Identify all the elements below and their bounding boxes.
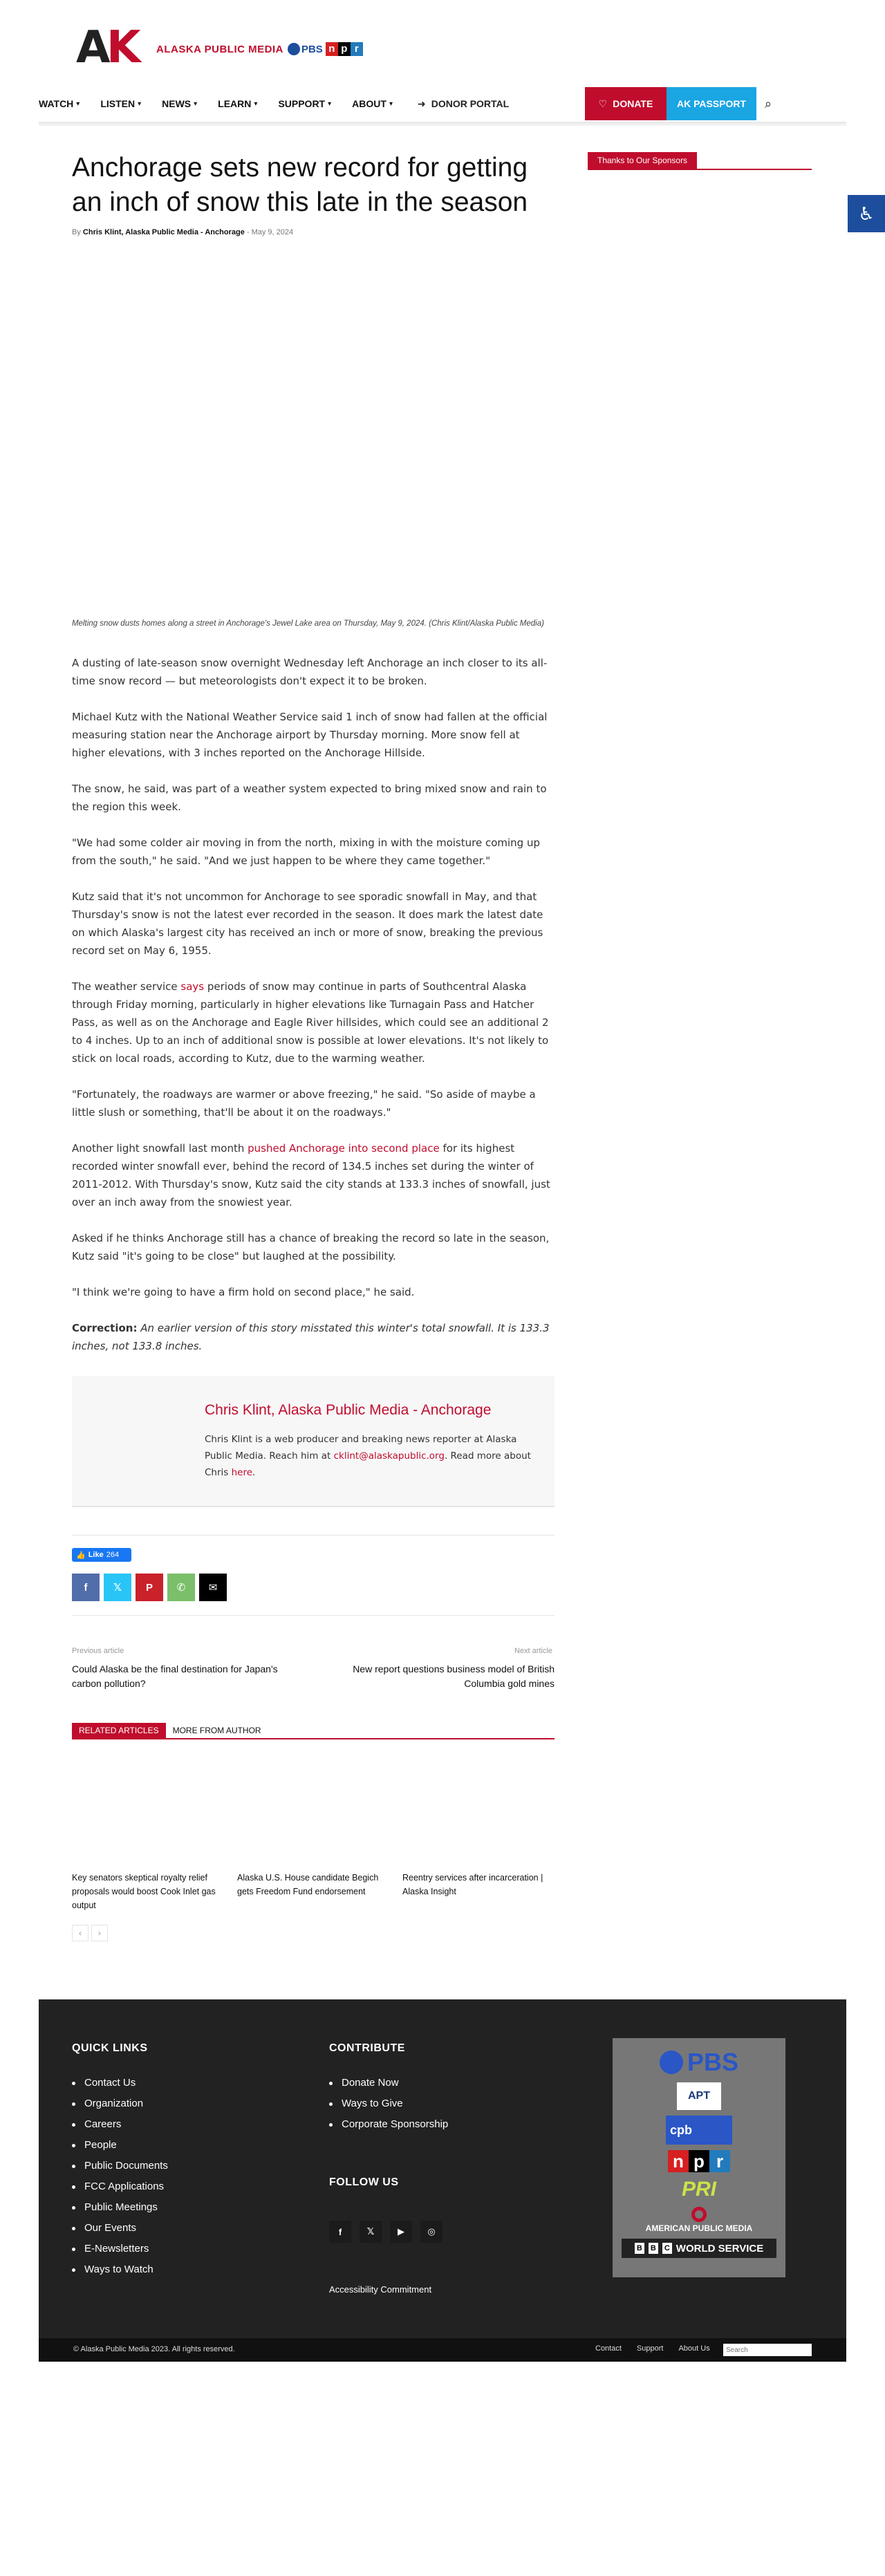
x-icon[interactable]: 𝕏 (360, 2221, 382, 2243)
paragraph: Kutz said that it's not uncommon for Anchorage to see sporadic snowfall in May, and that Thursday's snow is not the latest ever recorded in the season. It does mark the latest date on which Alaska's largest city has received an inch or more of snow, breaking the previous record set on May 6, 1955. (72, 890, 543, 957)
tab-related-articles[interactable]: RELATED ARTICLES (72, 1723, 166, 1738)
cpb-logo: cpb (666, 2116, 732, 2145)
bottom-link-support[interactable]: Support (636, 2344, 664, 2353)
author-name-link[interactable]: Chris Klint, Alaska Public Media - Anchorage (205, 1402, 492, 1418)
footer-link[interactable]: Public Documents (72, 2156, 168, 2176)
ak-passport-button[interactable]: AK PASSPORT (667, 87, 756, 120)
next-article-link[interactable]: New report questions business model of British Columbia gold mines (353, 1663, 555, 1689)
instagram-icon[interactable]: ◎ (420, 2221, 442, 2243)
author-here-link[interactable]: here (231, 1467, 253, 1478)
footer-link[interactable]: Public Meetings (72, 2197, 168, 2218)
paragraph: "Fortunately, the roadways are warmer or above freezing," he said. "So aside of maybe a little slush or something, that'll be about it on the roadways." (72, 1088, 536, 1119)
pbs-logo: PBS (660, 2048, 738, 2077)
facebook-icon[interactable]: f (329, 2221, 351, 2243)
related-pager (72, 1925, 108, 1941)
chevron-down-icon: ▾ (194, 100, 198, 108)
chevron-down-icon: ▾ (76, 100, 80, 108)
site-footer (39, 1999, 846, 2338)
related-thumbnail[interactable] (72, 1756, 223, 1860)
related-title[interactable]: Reentry services after incarceration | Alaska Insight (402, 1873, 543, 1896)
contribute-list (329, 2073, 448, 2135)
whatsapp-share-button[interactable] (167, 1574, 195, 1601)
paragraph: "We had some colder air moving in from the north, mixing in with the moisture coming up from the south," he said. "And we just happen to be where they came together." (72, 837, 540, 867)
tab-more-from-author[interactable]: MORE FROM AUTHOR (172, 1726, 261, 1735)
email-share-button[interactable] (199, 1574, 227, 1601)
whatsapp-icon: ✆ (176, 1582, 186, 1594)
footer-link[interactable]: Organization (72, 2093, 168, 2114)
bbc-world-service-logo: B B C WORLD SERVICE (622, 2239, 776, 2258)
paragraph: The weather service says periods of snow may continue in parts of Southcentral Alaska through Friday morning, particularly in higher elevations like Turnagain Pass and Hatcher Pass, as well as on the Anchorage and Eagle River hillsides, which could see an additional 2 to 4 inches. Up to an inch of additional snow is possible at lower elevations. It's not likely to stick on local roads, according to Kutz, due to the warming weather. (72, 980, 549, 1065)
pbs-logo: PBS (288, 43, 323, 55)
paragraph: Michael Kutz with the National Weather Service said 1 inch of snow had fallen at the official measuring station near the Anchorage airport by Thursday morning. More snow fell at higher elevations, with 3 inches reported on the Anchorage Hillside. (72, 711, 548, 759)
author-description: Chris Klint is a web producer and breaking news reporter at Alaska Public Media. Reach him at cklint@alaskapublic.org. Read more about Chris here. (205, 1434, 531, 1478)
chevron-down-icon: ▾ (328, 100, 332, 108)
ak-logo-mark: A K (76, 22, 136, 73)
x-share-button[interactable] (104, 1574, 131, 1601)
npr-logo: n p r (668, 2150, 730, 2172)
footer-link[interactable]: Donate Now (329, 2073, 448, 2093)
share-buttons (72, 1574, 227, 1601)
related-title[interactable]: Key senators skeptical royalty relief proposals would boost Cook Inlet gas output (72, 1873, 216, 1910)
byline-author[interactable]: Chris Klint, Alaska Public Media - Anchorage (82, 228, 245, 236)
nav-learn[interactable]: LEARN ▾ (218, 98, 258, 109)
related-card[interactable] (402, 1756, 554, 1912)
byline-date: - May 9, 2024 (246, 228, 294, 236)
nav-news[interactable]: NEWS ▾ (162, 98, 198, 109)
nav-about[interactable]: ABOUT ▾ (352, 98, 393, 109)
header-divider (39, 122, 846, 126)
related-thumbnail[interactable] (237, 1756, 389, 1860)
footer-link[interactable]: Ways to Watch (72, 2259, 168, 2280)
thumbs-up-icon: 👍 (76, 1551, 86, 1560)
image-caption: Melting snow dusts homes along a street in Anchorage's Jewel Lake area on Thursday, May 9, 2024. (Chris Klint/Alaska Public Media) (72, 619, 544, 628)
author-email-link[interactable]: cklint@alaskapublic.org (333, 1450, 445, 1462)
copyright: © Alaska Public Media 2023. All rights reserved. (73, 2345, 235, 2353)
nav-listen[interactable]: LISTEN ▾ (100, 98, 142, 109)
contribute-heading: CONTRIBUTE (329, 2042, 405, 2054)
footer-link[interactable]: Ways to Give (329, 2093, 448, 2114)
second-place-link[interactable]: pushed Anchorage into second place (248, 1142, 440, 1155)
bottom-link-about[interactable]: About Us (678, 2344, 710, 2353)
facebook-like-button[interactable]: 👍 Like 264 (72, 1548, 131, 1562)
previous-article-link[interactable]: Could Alaska be the final destination for Japan's carbon pollution? (72, 1663, 278, 1689)
sponsors-heading: Thanks to Our Sponsors (588, 152, 812, 170)
byline: By Chris Klint, Alaska Public Media - Anchorage - May 9, 2024 (72, 228, 294, 236)
pinterest-share-button[interactable] (136, 1574, 163, 1601)
footer-link[interactable]: E-Newsletters (72, 2239, 168, 2259)
x-icon: 𝕏 (113, 1582, 122, 1594)
quick-links-list (72, 2073, 168, 2280)
paragraph: Another light snowfall last month pushed Anchorage into second place for its highest recorded winter snowfall ever, behind the record of 134.5 inches set during the winter of 2011-2012. With Thursday's snow, Kutz said the city stands at 133.3 inches of snowfall, just over an inch away from the snowiest year. (72, 1142, 550, 1208)
footer-link[interactable]: Careers (72, 2114, 168, 2135)
pager-next-button[interactable]: › (91, 1925, 108, 1941)
pinterest-icon: P (145, 1581, 153, 1594)
mail-icon: ✉ (208, 1582, 218, 1594)
pri-logo: PRI (681, 2178, 716, 2201)
related-title[interactable]: Alaska U.S. House candidate Begich gets Freedom Fund endorsement (237, 1873, 379, 1896)
footer-link[interactable]: Corporate Sponsorship (329, 2114, 448, 2135)
donate-button[interactable]: ♡ DONATE (585, 87, 667, 120)
facebook-icon: f (84, 1581, 88, 1594)
article-title: Anchorage sets new record for getting an inch of snow this late in the season (72, 153, 528, 217)
like-count: 264 (106, 1551, 120, 1559)
paragraph: "I think we're going to have a firm hold on second place," he said. (72, 1286, 415, 1298)
quick-links-heading: QUICK LINKS (72, 2042, 148, 2054)
follow-us-heading: FOLLOW US (329, 2176, 399, 2188)
author-box (72, 1376, 555, 1507)
accessibility-commitment-link[interactable]: Accessibility Commitment (329, 2284, 432, 2295)
apt-logo: APT (677, 2082, 721, 2110)
says-link[interactable]: says (180, 980, 205, 993)
next-article-label: Next article (514, 1647, 553, 1655)
bottom-links (595, 2344, 710, 2353)
divider (72, 1615, 555, 1616)
bottom-bar (39, 2338, 846, 2362)
previous-article-label: Previous article (72, 1647, 124, 1655)
pbs-head-icon (288, 43, 300, 55)
related-card[interactable] (237, 1756, 389, 1912)
nav-support[interactable]: SUPPORT ▾ (278, 98, 332, 109)
accessibility-icon[interactable]: ♿ (848, 195, 885, 232)
divider (72, 1535, 555, 1536)
npr-logo: n p r (326, 42, 363, 56)
paragraph: A dusting of late-season snow overnight Wednesday left Anchorage an inch closer to its all-time snow record — but meteorologists don't expect it to be broken. (72, 657, 548, 687)
pager-prev-button[interactable]: ‹ (72, 1925, 88, 1941)
footer-search-input[interactable] (723, 2344, 812, 2356)
partner-logos (613, 2038, 785, 2277)
related-thumbnail[interactable] (402, 1756, 554, 1860)
related-tabs (72, 1723, 555, 1739)
main-nav (39, 87, 846, 120)
related-card[interactable] (72, 1756, 223, 1912)
correction: Correction: An earlier version of this story misstated this winter's total snowfall. It is 133.3 inches, not 133.8 inches. (72, 1322, 550, 1352)
nav-watch[interactable]: WATCH ▾ (39, 98, 80, 109)
facebook-share-button[interactable] (72, 1574, 100, 1601)
search-icon[interactable]: ⌕ (765, 97, 772, 111)
chevron-down-icon: ▾ (389, 100, 393, 108)
site-logo[interactable] (76, 22, 366, 73)
apm-logo: AMERICAN PUBLIC MEDIA (646, 2207, 753, 2233)
footer-link[interactable]: FCC Applications (72, 2176, 168, 2197)
heart-icon: ♡ (598, 97, 608, 109)
article-body (72, 654, 556, 1373)
chevron-down-icon: ▾ (254, 100, 258, 108)
footer-link[interactable]: Our Events (72, 2218, 168, 2239)
footer-link[interactable]: Contact Us (72, 2073, 168, 2093)
chevron-down-icon: ▾ (138, 100, 142, 108)
related-articles (72, 1756, 555, 1912)
sign-in-icon: ➜ (417, 97, 426, 109)
hero-image (72, 249, 555, 613)
paragraph: The snow, he said, was part of a weather system expected to bring mixed snow and rain to the region this week. (72, 783, 547, 813)
footer-link[interactable]: People (72, 2135, 168, 2156)
apm-circle-icon (691, 2207, 707, 2222)
youtube-icon[interactable]: ▶ (390, 2221, 412, 2243)
pbs-head-icon (660, 2051, 683, 2074)
bottom-link-contact[interactable]: Contact (595, 2344, 622, 2353)
logo-text: ALASKA PUBLIC MEDIA (156, 43, 283, 55)
social-links (329, 2221, 442, 2243)
donor-portal-link[interactable]: ➜ DONOR PORTAL (417, 97, 510, 109)
paragraph: Asked if he thinks Anchorage still has a chance of breaking the record so late in the season, Kutz said "it's going to be close" but laughed at the possibility. (72, 1232, 550, 1262)
